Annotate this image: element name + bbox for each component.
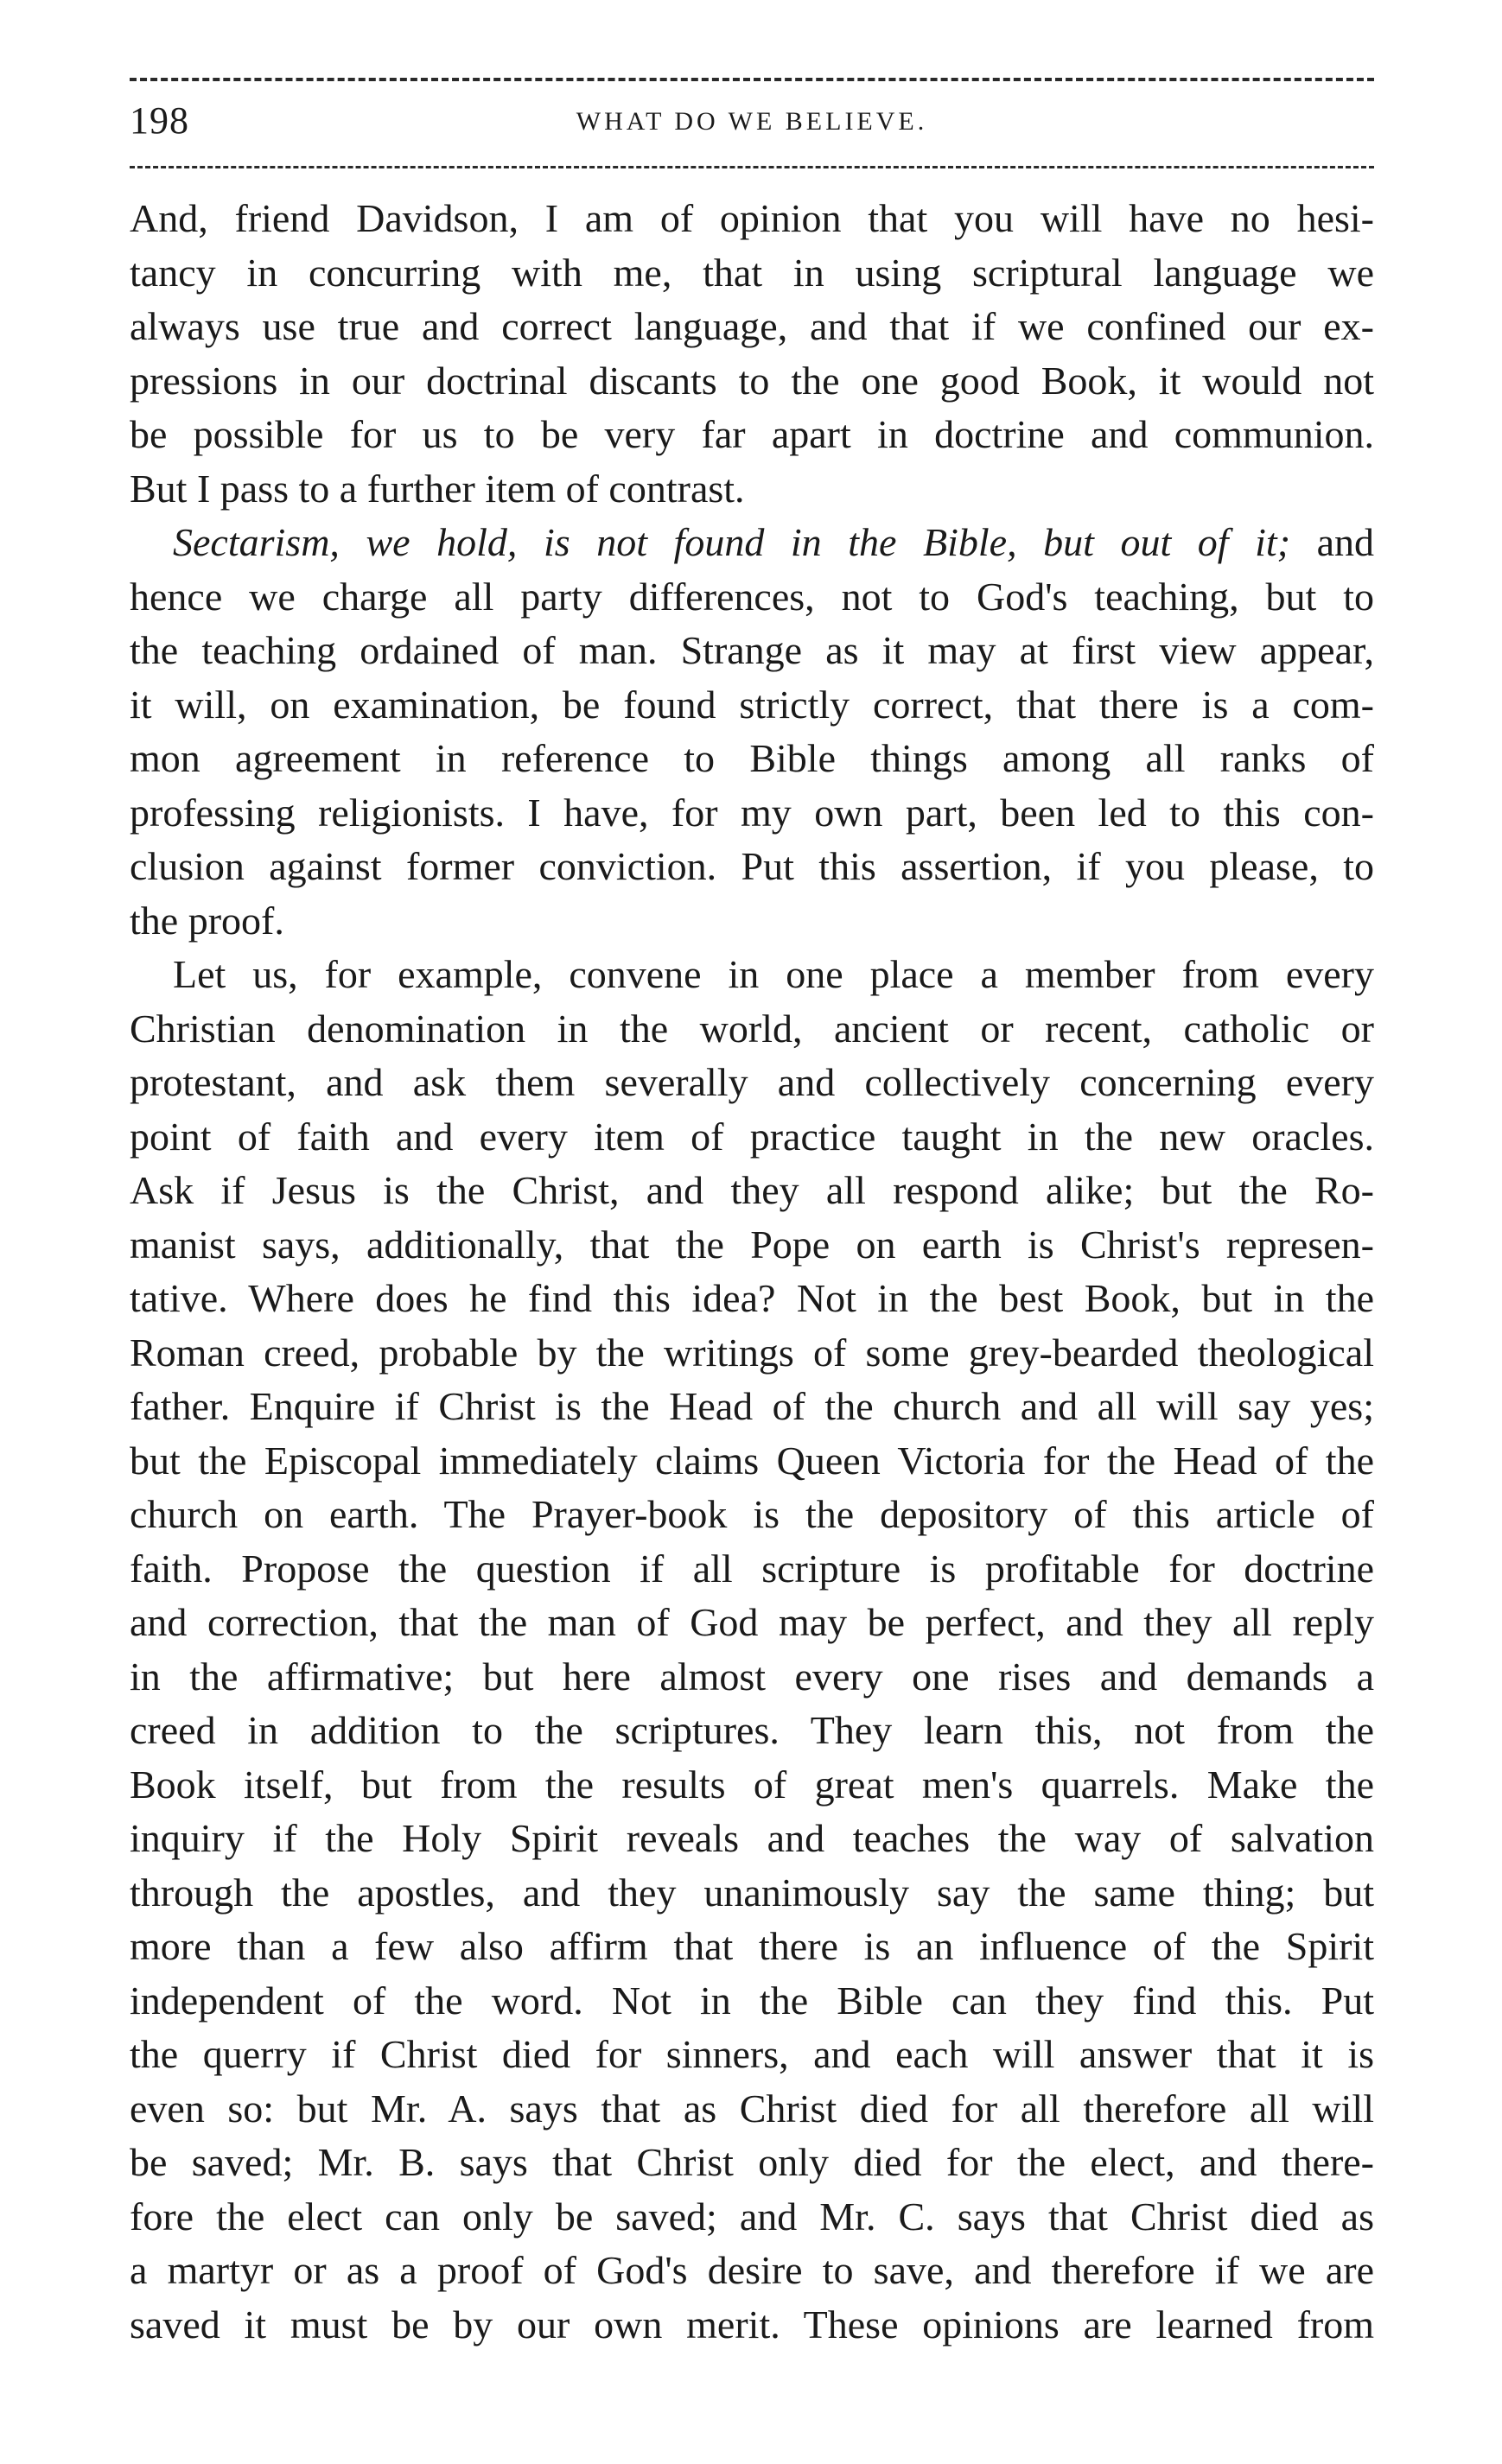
text-line: tative. Where does he find this idea? Not in the best Book, but in the — [130, 1276, 1374, 1320]
text-line: the teaching ordained of man. Strange as it may at first view appear, — [130, 628, 1374, 672]
text-line: point of faith and every item of practice taught in the new oracles. — [130, 1114, 1374, 1159]
text-line: Ask if Jesus is the Christ, and they all respond alike; but the Ro- — [130, 1168, 1374, 1212]
text-line: clusion against former conviction. Put this assertion, if you please, to — [130, 844, 1374, 888]
page-number: 198 — [130, 99, 189, 142]
text-line: but the Episcopal immediately claims Queen Victoria for the Head of the — [130, 1438, 1374, 1483]
text-line: faith. Propose the question if all scripture is profitable for doctrine — [130, 1546, 1374, 1591]
text-line: inquiry if the Holy Spirit reveals and teaches the way of salvation — [130, 1816, 1374, 1860]
text-line: pressions in our doctrinal discants to the one good Book, it would not — [130, 358, 1374, 403]
italic-phrase: Sectarism, we hold, is not found in the Bible, but out of it; — [173, 520, 1291, 564]
text-line: the proof. — [130, 898, 284, 943]
text-line: more than a few also affirm that there is an influence of the Spirit — [130, 1924, 1374, 1968]
text-line: be possible for us to be very far apart in doctrine and communion. — [130, 412, 1374, 456]
text-line: through the apostles, and they unanimously say the same thing; but — [130, 1870, 1374, 1915]
text-line: even so: but Mr. A. says that as Christ died for all therefore all will — [130, 2086, 1374, 2131]
text-line: manist says, additionally, that the Pope on earth is Christ's represen- — [130, 1222, 1374, 1267]
text-line: creed in addition to the scriptures. They learn this, not from the — [130, 1708, 1374, 1752]
header-rule-bottom — [130, 166, 1374, 168]
text-line: hence we charge all party differences, not to God's teaching, but to — [130, 574, 1374, 619]
text-line: Roman creed, probable by the writings of some grey-bearded theological — [130, 1330, 1374, 1375]
text-line: always use true and correct language, and that if we confined our ex- — [130, 304, 1374, 348]
text-line: independent of the word. Not in the Bible can they find this. Put — [130, 1978, 1374, 2023]
text-line: Book itself, but from the results of great men's quarrels. Make the — [130, 1762, 1374, 1807]
text-line: it will, on examination, be found strictly correct, that there is a com- — [130, 682, 1374, 727]
text-line: in the affirmative; but here almost every one rises and demands a — [130, 1654, 1374, 1699]
body-text — [130, 192, 1374, 2352]
text-line: protestant, and ask them severally and collectively concerning every — [130, 1060, 1374, 1104]
running-head — [130, 95, 1374, 156]
text-line: Sectarism, we hold, is not found in the Bible, but out of it; and — [173, 520, 1375, 564]
text-line: fore the elect can only be saved; and Mr. C. says that Christ died as — [130, 2194, 1374, 2239]
running-title: WHAT DO WE BELIEVE. — [576, 107, 928, 136]
text-line: professing religionists. I have, for my own part, been led to this con- — [130, 790, 1374, 835]
text-line: and correction, that the man of God may be perfect, and they all reply — [130, 1600, 1374, 1644]
text-line: the querry if Christ died for sinners, and each will answer that it is — [130, 2032, 1374, 2076]
text-line: be saved; Mr. B. says that Christ only died for the elect, and there- — [130, 2140, 1374, 2184]
text-line: saved it must be by our own merit. These opinions are learned from — [130, 2302, 1374, 2347]
text-line: But I pass to a further item of contrast. — [130, 466, 745, 511]
text-line: father. Enquire if Christ is the Head of the church and all will say yes; — [130, 1384, 1374, 1428]
text-line: church on earth. The Prayer-book is the depository of this article of — [130, 1492, 1374, 1536]
text-line: Let us, for example, convene in one place a member from every — [173, 952, 1374, 996]
text-line: Christian denomination in the world, ancient or recent, catholic or — [130, 1006, 1374, 1051]
header-rule-top — [130, 78, 1374, 81]
text-line: tancy in concurring with me, that in using scriptural language we — [130, 250, 1374, 295]
text-line: a martyr or as a proof of God's desire to save, and therefore if we are — [130, 2248, 1374, 2292]
text-line: mon agreement in reference to Bible things among all ranks of — [130, 736, 1374, 780]
text-line: And, friend Davidson, I am of opinion that you will have no hesi- — [130, 196, 1374, 240]
